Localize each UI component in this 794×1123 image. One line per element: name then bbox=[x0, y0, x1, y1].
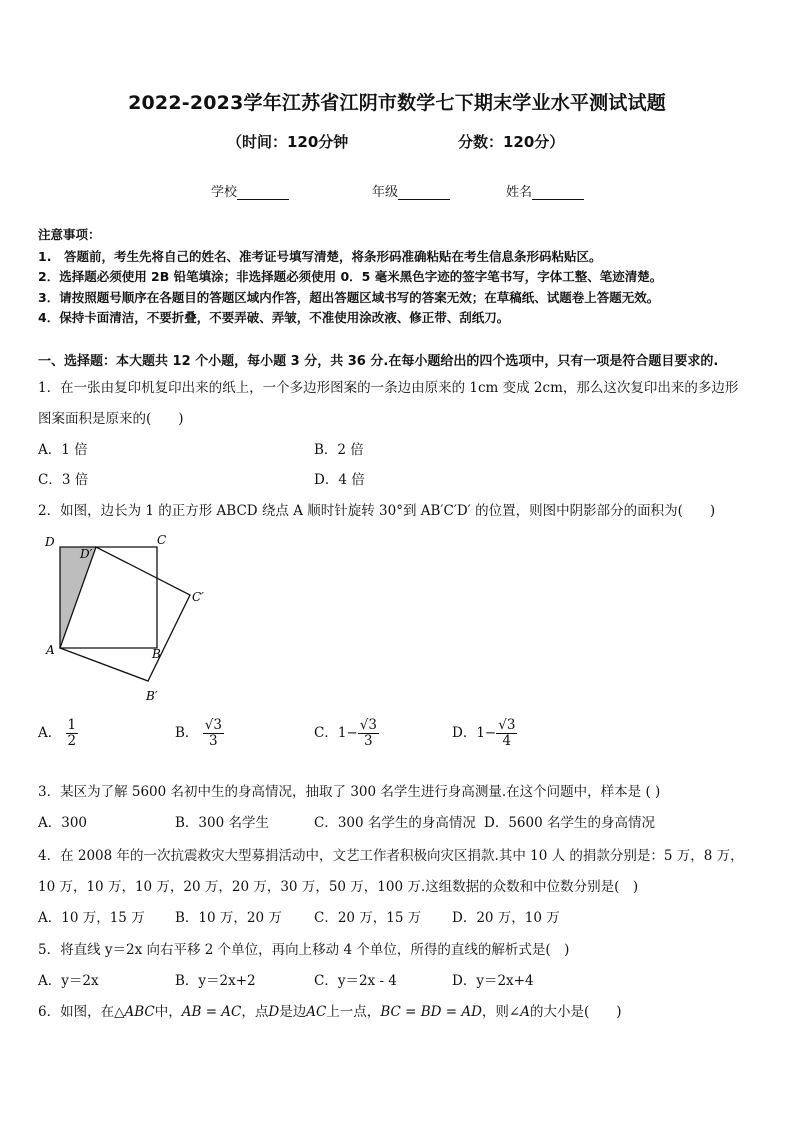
q5-option-d[interactable]: D．y＝2x+4 bbox=[452, 973, 534, 989]
q3-option-c[interactable]: C．300 名学生的身高情况 bbox=[314, 815, 476, 831]
fraction bbox=[358, 718, 379, 749]
exam-score: 分数：120分） bbox=[458, 133, 565, 151]
fraction bbox=[66, 718, 79, 749]
option-label: C． bbox=[314, 724, 338, 741]
q6-text: ，点 bbox=[241, 1004, 269, 1020]
q4-option-c[interactable]: C．20 万，15 万 bbox=[314, 910, 422, 926]
q6-math: AB = AC bbox=[181, 1004, 242, 1020]
name-field bbox=[506, 181, 584, 200]
grade-label: 年级 bbox=[372, 185, 399, 200]
label-b: B bbox=[152, 647, 161, 661]
q3-option-d[interactable]: D．5600 名学生的身高情况 bbox=[484, 815, 655, 831]
numerator: √3 bbox=[204, 717, 222, 733]
q2-figure bbox=[38, 530, 218, 710]
grade-blank[interactable] bbox=[398, 186, 450, 200]
label-d: D bbox=[45, 535, 55, 549]
q3-stem: 3．某区为了解 5600 名初中生的身高情况，抽取了 300 名学生进行身高测量.在这个问题中，样本是 ( ) bbox=[38, 784, 661, 800]
option-label: B． bbox=[175, 724, 199, 741]
label-c: C bbox=[157, 533, 167, 547]
denominator: 2 bbox=[67, 732, 77, 749]
q3-option-a[interactable]: A．300 bbox=[38, 815, 88, 831]
q4-stem-line2: 10 万，10 万，10 万，20 万，20 万，30 万，50 万，100 万.这组数据的众数和中位数分别是( ) bbox=[38, 879, 639, 895]
label-c-prime: C′ bbox=[192, 590, 204, 604]
q2-option-c[interactable] bbox=[314, 718, 379, 749]
q6-text: 上一点， bbox=[326, 1004, 381, 1020]
notice-item: 4．保持卡面清洁，不要折叠，不要弄破、弄皱，不准使用涂改液、修正带、刮纸刀。 bbox=[38, 310, 510, 325]
fraction bbox=[496, 718, 517, 749]
q2-option-b[interactable] bbox=[175, 718, 224, 749]
page-title: 2022-2023学年江苏省江阴市数学七下期末学业水平测试试题 bbox=[128, 92, 666, 114]
notice-item: 2．选择题必须使用 2B 铅笔填涂；非选择题必须使用 0．5 毫米黑色字迹的签字笔书写，字体工整、笔迹清楚。 bbox=[38, 269, 663, 284]
name-label: 姓名 bbox=[506, 185, 533, 200]
notice-heading: 注意事项： bbox=[38, 227, 101, 242]
q6-math: D bbox=[268, 1004, 280, 1020]
school-blank[interactable] bbox=[237, 186, 289, 200]
q6-math: AC bbox=[306, 1004, 327, 1020]
label-d-prime: D′ bbox=[80, 547, 93, 561]
q5-option-c[interactable]: C．y＝2x - 4 bbox=[314, 973, 397, 989]
q6-text: ，则 bbox=[481, 1004, 509, 1020]
option-label: A． bbox=[38, 724, 62, 741]
q4-stem-line1: 4．在 2008 年的一次抗震救灾大型募捐活动中，文艺工作者积极向灾区捐款.其中 10 人 的捐款分别是：5 万，8 万， bbox=[38, 848, 744, 864]
q1-stem-line1: 1．在一张由复印机复印出来的纸上，一个多边形图案的一条边由原来的 1cm 变成 2cm，那么这次复印出来的多边形 bbox=[38, 380, 739, 396]
fraction bbox=[203, 718, 224, 749]
q6-text: 6．如图，在 bbox=[38, 1004, 115, 1020]
notice-item: 3．请按照题号顺序在各题目的答题区域内作答，超出答题区域书写的答案无效；在草稿纸、试题卷上答题无效。 bbox=[38, 290, 660, 305]
prefix: 1− bbox=[337, 724, 358, 741]
name-blank[interactable] bbox=[532, 186, 584, 200]
label-b-prime: B′ bbox=[146, 689, 158, 703]
q1-stem-line2: 图案面积是原来的( ) bbox=[38, 411, 184, 427]
q3-option-b[interactable]: B．300 名学生 bbox=[175, 815, 269, 831]
school-field bbox=[211, 181, 289, 200]
q4-option-a[interactable]: A．10 万，15 万 bbox=[38, 910, 145, 926]
prefix: 1− bbox=[476, 724, 497, 741]
numerator: √3 bbox=[498, 717, 516, 733]
denominator: 3 bbox=[209, 732, 218, 749]
q1-option-c[interactable]: C．3 倍 bbox=[38, 472, 89, 488]
q5-option-a[interactable]: A．y＝2x bbox=[38, 973, 99, 989]
q6-math: BC = BD = AD bbox=[380, 1004, 482, 1020]
q6-text: 中， bbox=[154, 1004, 182, 1020]
q5-option-b[interactable]: B．y＝2x+2 bbox=[175, 973, 256, 989]
section-heading: 一、选择题：本大题共 12 个小题，每小题 3 分，共 36 分.在每小题给出的四个选项中，只有一项是符合题目要求的. bbox=[38, 354, 719, 369]
option-label: D． bbox=[452, 724, 477, 741]
school-label: 学校 bbox=[211, 185, 238, 200]
numerator: 1 bbox=[67, 717, 77, 733]
denominator: 4 bbox=[502, 732, 512, 749]
q1-option-b[interactable]: B．2 倍 bbox=[314, 442, 364, 458]
exam-time: （时间：120分钟 bbox=[227, 133, 349, 151]
q4-option-d[interactable]: D．20 万，10 万 bbox=[452, 910, 560, 926]
q1-option-a[interactable]: A．1 倍 bbox=[38, 442, 88, 458]
denominator: 3 bbox=[364, 732, 373, 749]
q6-math: ∠A bbox=[508, 1004, 530, 1020]
q6-math: △ABC bbox=[114, 1004, 155, 1020]
q6-text: 的大小是( ) bbox=[529, 1004, 622, 1020]
label-a: A bbox=[46, 643, 55, 657]
q2-option-a[interactable] bbox=[38, 718, 78, 749]
q6-stem bbox=[38, 1000, 622, 1020]
q2-option-d[interactable] bbox=[452, 718, 517, 749]
q2-stem: 2．如图，边长为 1 的正方形 ABCD 绕点 A 顺时针旋转 30°到 AB′C′D′ 的位置，则图中阴影部分的面积为( ) bbox=[38, 503, 716, 519]
q1-option-d[interactable]: D．4 倍 bbox=[314, 472, 365, 488]
q4-option-b[interactable]: B．10 万，20 万 bbox=[175, 910, 282, 926]
q6-text: 是边 bbox=[279, 1004, 307, 1020]
notice-item: 1. 答题前，考生先将自己的姓名、准考证号填写清楚，将条形码准确粘贴在考生信息条形码粘贴区。 bbox=[38, 249, 602, 264]
q5-stem: 5．将直线 y＝2x 向右平移 2 个单位，再向上移动 4 个单位，所得的直线的解析式是( ) bbox=[38, 942, 570, 958]
numerator: √3 bbox=[359, 717, 377, 733]
grade-field bbox=[372, 181, 450, 200]
